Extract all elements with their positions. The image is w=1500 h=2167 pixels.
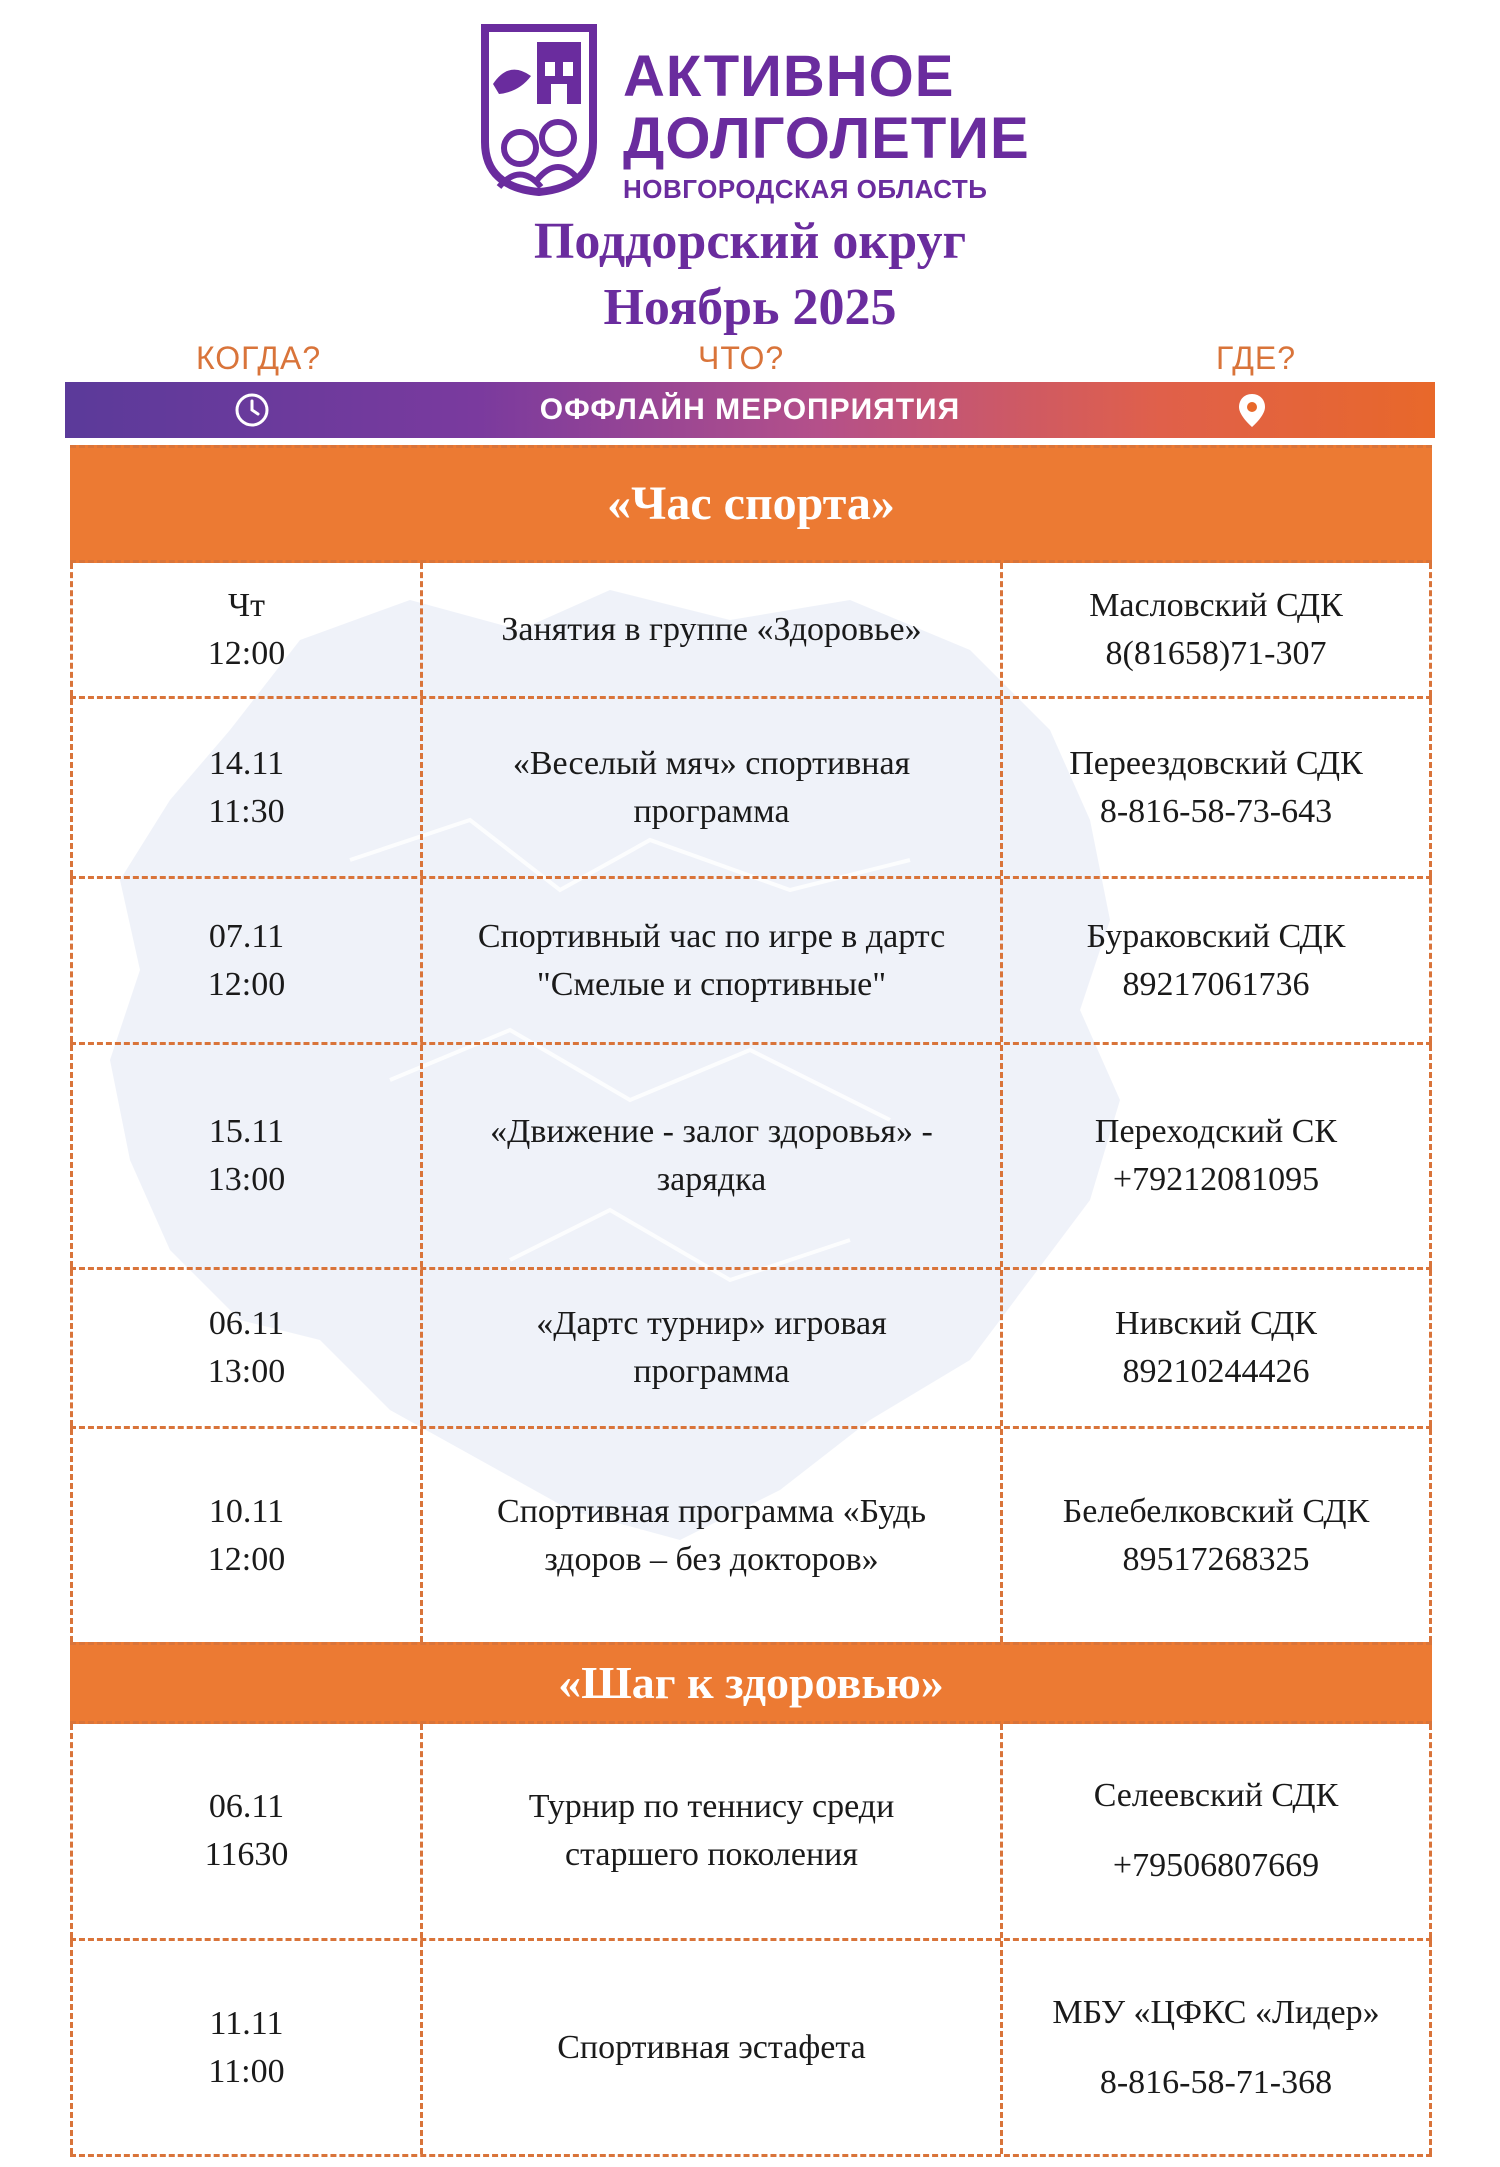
event-where [1000, 563, 1432, 696]
event-venue: Масловский СДК [1089, 586, 1343, 624]
event-phone: 89517268325 [1122, 1540, 1310, 1578]
event-date: 07.11 [208, 917, 285, 955]
event-venue: Бураковский СДК [1086, 917, 1346, 955]
event-date: 11.11 [209, 2004, 284, 2042]
location-pin-icon [1233, 391, 1271, 429]
event-time: 11:30 [208, 792, 285, 830]
event-day: Чт [228, 586, 265, 624]
event-date: 06.11 [208, 1305, 285, 1342]
event-where [1000, 879, 1432, 1042]
page-title-month: Ноябрь 2025 [603, 279, 897, 336]
event-phone: 8-816-58-73-643 [1099, 792, 1333, 830]
logo-line-1: АКТИВНОЕ [623, 44, 955, 109]
event-what: Спортивная программа «Будь здоров – без докторов» [420, 1429, 1000, 1642]
column-heading-what: ЧТО? [698, 340, 785, 376]
table-row [70, 1270, 1432, 1429]
table-row [70, 699, 1432, 879]
event-venue: Белебелковский СДК [1062, 1492, 1370, 1530]
event-when [70, 1270, 420, 1426]
event-date: 06.11 [208, 1788, 285, 1825]
event-what: «Движение - залог здоровья» - зарядка [420, 1045, 1000, 1267]
event-when [70, 699, 420, 876]
event-phone: 8-816-58-71-368 [1099, 2063, 1333, 2101]
column-heading-where: ГДЕ? [1216, 340, 1296, 376]
event-when [70, 1941, 420, 2154]
event-where [1000, 1724, 1432, 1938]
event-what: «Дартс турнир» игровая программа [420, 1270, 1000, 1426]
event-venue: МБУ «ЦФКС «Лидер» [1052, 1993, 1380, 2031]
logo [475, 22, 1035, 204]
event-what: Спортивный час по игре в дартс "Смелые и спортивные" [420, 879, 1000, 1042]
offline-events-label: ОФФЛАЙН МЕРОПРИЯТИЯ [539, 393, 961, 426]
event-date: 10.11 [208, 1492, 285, 1530]
event-venue: Переходский СК [1094, 1113, 1338, 1150]
event-venue: Нивский СДК [1115, 1305, 1317, 1342]
table-row [70, 1045, 1432, 1270]
active-longevity-emblem-icon [475, 22, 603, 197]
logo-line-3: НОВГОРОДСКАЯ ОБЛАСТЬ [623, 174, 988, 204]
event-date: 14.11 [208, 744, 285, 782]
table-row [70, 1429, 1432, 1642]
event-phone: 8(81658)71-307 [1105, 634, 1327, 672]
event-time: 11630 [204, 1836, 289, 1873]
event-what: Занятия в группе «Здоровье» [420, 563, 1000, 696]
logo-line-2: ДОЛГОЛЕТИЕ [623, 106, 1030, 171]
event-phone: 89210244426 [1122, 1353, 1310, 1390]
event-where [1000, 699, 1432, 876]
event-what: Спортивная эстафета [420, 1941, 1000, 2154]
event-time: 13:00 [207, 1353, 286, 1390]
events-table [70, 445, 1432, 2157]
event-what: «Веселый мяч» спортивная программа [420, 699, 1000, 876]
table-row [70, 563, 1432, 699]
event-time: 12:00 [207, 634, 286, 672]
table-row [70, 1724, 1432, 1941]
offline-events-bar [65, 382, 1435, 438]
event-time: 11:00 [208, 2052, 285, 2090]
event-time: 12:00 [207, 965, 286, 1003]
event-when [70, 879, 420, 1042]
page-title-district: Поддорский округ [533, 213, 967, 270]
event-what: Турнир по теннису среди старшего поколения [420, 1724, 1000, 1938]
event-date: 15.11 [208, 1113, 285, 1150]
event-when [70, 563, 420, 696]
event-venue: Переездовский СДК [1069, 744, 1363, 782]
event-phone: +79212081095 [1112, 1161, 1320, 1198]
section-heading: «Шаг к здоровью» [70, 1642, 1432, 1724]
event-where [1000, 1941, 1432, 2154]
event-when [70, 1724, 420, 1938]
column-heading-when: КОГДА? [196, 340, 322, 376]
event-venue: Селеевский СДК [1093, 1777, 1339, 1814]
event-time: 13:00 [207, 1161, 286, 1198]
event-when [70, 1045, 420, 1267]
event-where [1000, 1429, 1432, 1642]
event-where [1000, 1270, 1432, 1426]
event-when [70, 1429, 420, 1642]
event-phone: 89217061736 [1122, 965, 1310, 1003]
table-row [70, 879, 1432, 1045]
section-heading: «Час спорта» [70, 445, 1432, 563]
event-time: 12:00 [207, 1540, 286, 1578]
table-row [70, 1941, 1432, 2157]
event-where [1000, 1045, 1432, 1267]
event-phone: +79506807669 [1112, 1847, 1320, 1884]
